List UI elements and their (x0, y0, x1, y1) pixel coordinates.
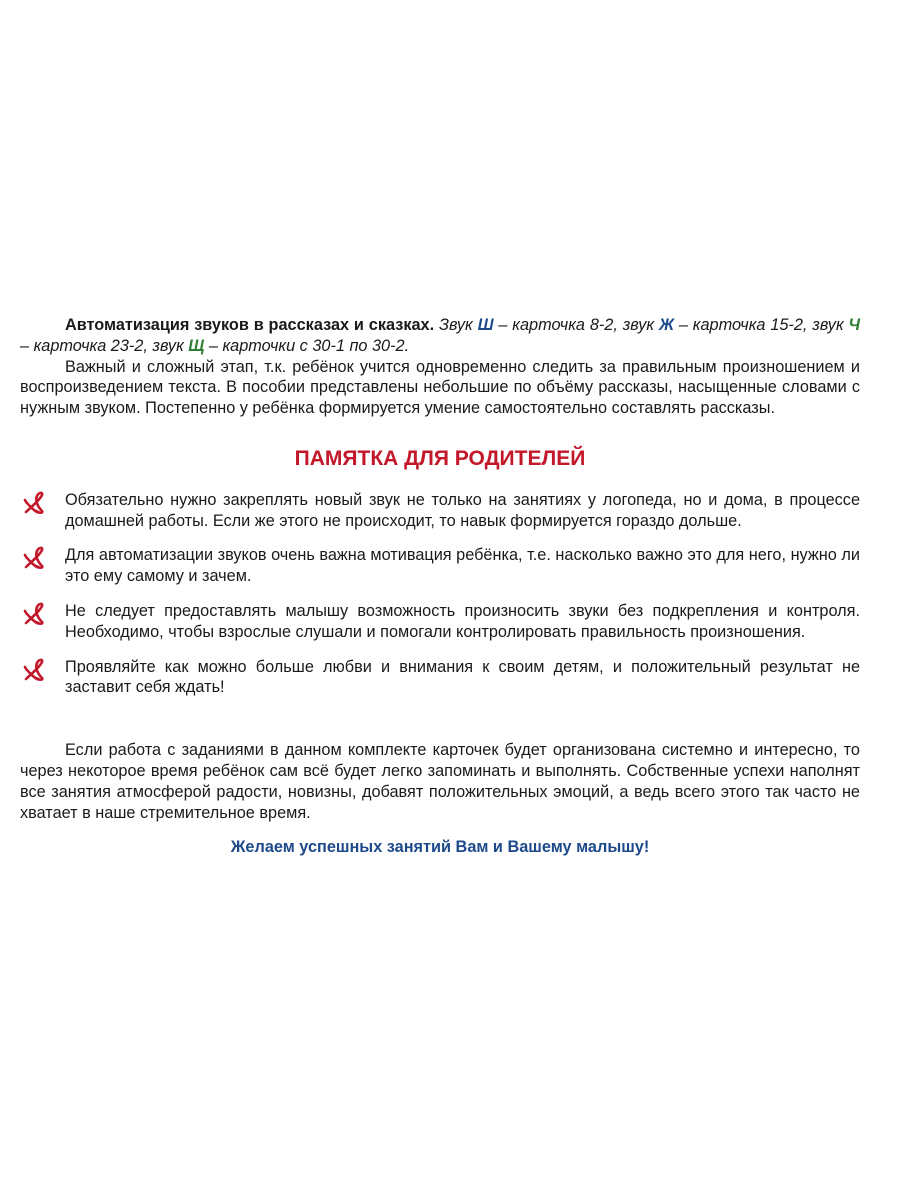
intro-part: – карточки с 30-1 по 30-2. (204, 336, 410, 355)
memo-item (20, 657, 860, 699)
memo-item-text: Проявляйте как можно больше любви и внимания к своим детям, и положительный результат не заставит себя ждать! (65, 657, 860, 697)
memo-item (20, 601, 860, 643)
document-page (20, 315, 860, 858)
red-ribbon-icon (20, 657, 48, 685)
intro-body: Важный и сложный этап, т.к. ребёнок учится одновременно следить за правильным произношением и воспроизведением текста. В пособии представлены небольшие по объёму рассказы, насыщенные словами с нужным звуком. Постепенно у ребёнка формируется умение самостоятельно составлять рассказы. (20, 357, 860, 418)
memo-item-text: Для автоматизации звуков очень важна мотивация ребёнка, т.е. насколько важно это для него, нужно ли это ему самому и зачем. (65, 546, 860, 586)
sound-sh: Ш (477, 316, 494, 334)
memo-title: ПАМЯТКА ДЛЯ РОДИТЕЛЕЙ (294, 446, 586, 470)
sound-zh: Ж (658, 316, 675, 334)
intro-part: – карточка 15-2, звук (674, 316, 849, 334)
closing-wish: Желаем успешных занятий Вам и Вашему малышу! (230, 838, 650, 857)
red-ribbon-icon (20, 601, 48, 629)
memo-item-text: Обязательно нужно закреплять новый звук не только на занятиях у логопеда, но и дома, в процессе домашней работы. Если же этого не происходит, то навык формируется гораздо дольше. (65, 490, 860, 530)
intro-heading: Автоматизация звуков в рассказах и сказках. (65, 316, 435, 334)
sound-ch: Ч (848, 316, 861, 334)
intro-paragraph (20, 315, 860, 357)
red-ribbon-icon (20, 545, 48, 573)
memo-item-text: Не следует предоставлять малышу возможность произносить звуки без подкрепления и контроля. Необходимо, чтобы взрослые слушали и помогали контролировать правильность произношения. (65, 601, 860, 641)
memo-item (20, 490, 860, 532)
intro-part: – карточка 8-2, звук (493, 316, 659, 334)
red-ribbon-icon (20, 490, 48, 518)
memo-item (20, 545, 860, 587)
intro-part: Звук (434, 316, 478, 334)
intro-part: – карточка 23-2, звук (20, 336, 189, 355)
closing-paragraph: Если работа с заданиями в данном комплекте карточек будет организована системно и интересно, то через некоторое время ребёнок сам всё будет легко запоминать и выполнять. Собственные успехи наполнят все занятия атмосферой радости, новизны, добавят положительных эмоций, а ведь всего этого так часто не хватает в наше стремительное время. (20, 741, 860, 822)
memo-list (20, 490, 860, 698)
sound-shch: Щ (188, 336, 205, 355)
